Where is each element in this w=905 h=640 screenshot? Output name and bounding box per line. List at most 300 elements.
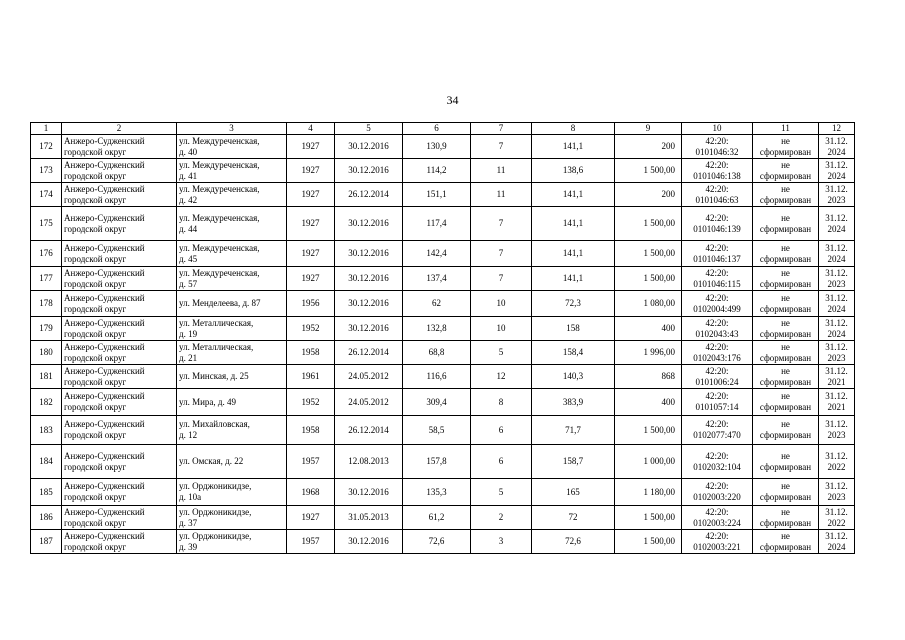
- cadastral-number-line: 42:20:: [705, 450, 729, 461]
- cadastral-number-line: 0102003:224: [693, 517, 741, 528]
- municipality-line: городской округ: [64, 461, 127, 472]
- value-9: 200: [615, 183, 682, 207]
- value-8: 158: [532, 317, 615, 341]
- address: [177, 291, 287, 317]
- value-9: 400: [615, 317, 682, 341]
- value-8: 72,3: [532, 291, 615, 317]
- end-date-line: 31.12.: [825, 135, 848, 146]
- municipality-line: городской округ: [64, 278, 127, 289]
- address-line: д. 44: [179, 223, 198, 234]
- cadastral-number-line: 0101046:32: [695, 146, 739, 157]
- value-7: 6: [471, 445, 532, 479]
- build-year: 1952: [287, 389, 335, 416]
- build-year: 1927: [287, 159, 335, 183]
- address-line: ул. Омская, д. 22: [179, 456, 244, 466]
- date: 26.12.2014: [335, 341, 403, 365]
- value-9: 1 500,00: [615, 241, 682, 267]
- status-line: сформирован: [759, 430, 812, 440]
- value-9: 1 500,00: [615, 207, 682, 241]
- date: 30.12.2016: [335, 267, 403, 291]
- build-year: 1927: [287, 506, 335, 530]
- end-date-line: 31.12.: [825, 365, 848, 376]
- status-line: не: [781, 450, 790, 461]
- value-9: 1 500,00: [615, 267, 682, 291]
- municipality-line: городской округ: [64, 194, 127, 205]
- status-line: сформирован: [759, 461, 812, 472]
- value-6: 58,5: [403, 416, 471, 445]
- cadastral-number-line: 42:20:: [705, 341, 729, 352]
- value-6: 135,3: [403, 479, 471, 506]
- row-number: 187: [31, 530, 62, 554]
- value-8: 140,3: [532, 365, 615, 389]
- cadastral-number-line: 42:20:: [705, 212, 729, 223]
- end-date-line: 31.12.: [825, 183, 848, 194]
- date: 30.12.2016: [335, 479, 403, 506]
- build-year: 1961: [287, 365, 335, 389]
- status: [753, 183, 819, 207]
- value-8: 158,4: [532, 341, 615, 365]
- address: [177, 365, 287, 389]
- end-date-line: 31.12.: [825, 292, 848, 303]
- value-9: 1 500,00: [615, 506, 682, 530]
- municipality-line: городской округ: [64, 253, 127, 264]
- value-7: 10: [471, 291, 532, 317]
- municipality: [62, 530, 177, 554]
- cadastral-number-line: 42:20:: [705, 481, 729, 491]
- status: [753, 530, 819, 554]
- cadastral-number: [682, 135, 753, 159]
- value-7: 7: [471, 135, 532, 159]
- date: 31.05.2013: [335, 506, 403, 530]
- date: 30.12.2016: [335, 530, 403, 554]
- cadastral-number: [682, 267, 753, 291]
- status: [753, 135, 819, 159]
- build-year: 1927: [287, 135, 335, 159]
- status-line: не: [781, 530, 790, 541]
- address: [177, 183, 287, 207]
- table-row: [31, 506, 855, 530]
- municipality-line: Анжеро-Судженский: [64, 242, 145, 253]
- cadastral-number-line: 0101046:137: [693, 253, 741, 264]
- table-row: [31, 445, 855, 479]
- cadastral-number: [682, 159, 753, 183]
- cadastral-number-line: 0102032:104: [693, 461, 741, 472]
- status-line: сформирован: [759, 492, 812, 502]
- address-line: д. 39: [179, 541, 198, 552]
- status-line: сформирован: [759, 328, 812, 339]
- cadastral-number-line: 42:20:: [705, 419, 729, 429]
- end-date-line: 2022: [827, 517, 846, 528]
- municipality-line: Анжеро-Судженский: [64, 341, 145, 352]
- column-number-header: 7: [471, 123, 532, 135]
- value-6: 72,6: [403, 530, 471, 554]
- row-number: 179: [31, 317, 62, 341]
- cadastral-number: [682, 389, 753, 416]
- cadastral-number: [682, 317, 753, 341]
- address-line: д. 37: [179, 517, 198, 528]
- address-line: ул. Междуреченская,: [179, 159, 260, 170]
- municipality-line: городской округ: [64, 352, 127, 363]
- status-line: не: [781, 419, 790, 429]
- status-line: не: [781, 341, 790, 352]
- address: [177, 241, 287, 267]
- cadastral-number-line: 0101046:63: [695, 194, 739, 205]
- cadastral-number-line: 42:20:: [705, 317, 729, 328]
- end-date-line: 31.12.: [825, 530, 848, 541]
- value-7: 2: [471, 506, 532, 530]
- table-row: [31, 241, 855, 267]
- row-number: 178: [31, 291, 62, 317]
- value-6: 117,4: [403, 207, 471, 241]
- address: [177, 207, 287, 241]
- value-6: 114,2: [403, 159, 471, 183]
- table-row: [31, 183, 855, 207]
- status: [753, 416, 819, 445]
- value-9: 1 500,00: [615, 416, 682, 445]
- address-line: д. 21: [179, 352, 198, 363]
- end-date-line: 31.12.: [825, 481, 848, 491]
- build-year: 1927: [287, 241, 335, 267]
- status-line: не: [781, 391, 790, 401]
- municipality-line: Анжеро-Судженский: [64, 530, 145, 541]
- column-number-header: 1: [31, 123, 62, 135]
- status: [753, 207, 819, 241]
- column-number-header: 9: [615, 123, 682, 135]
- cadastral-number-line: 0102003:221: [693, 541, 741, 552]
- end-date: [819, 445, 855, 479]
- table-row: [31, 159, 855, 183]
- cadastral-number-line: 0101006:24: [695, 376, 739, 387]
- date: 30.12.2016: [335, 159, 403, 183]
- municipality: [62, 241, 177, 267]
- status-line: не: [781, 267, 790, 278]
- cadastral-number: [682, 445, 753, 479]
- municipality-line: городской округ: [64, 328, 127, 339]
- value-8: 141,1: [532, 241, 615, 267]
- end-date-line: 31.12.: [825, 212, 848, 223]
- cadastral-number-line: 42:20:: [705, 135, 729, 146]
- build-year: 1927: [287, 207, 335, 241]
- status: [753, 479, 819, 506]
- cadastral-number-line: 0102004:499: [693, 303, 741, 314]
- address-line: д. 45: [179, 253, 198, 264]
- value-7: 3: [471, 530, 532, 554]
- status-line: сформирован: [759, 223, 812, 234]
- municipality-line: Анжеро-Судженский: [64, 317, 145, 328]
- end-date-line: 31.12.: [825, 341, 848, 352]
- status: [753, 506, 819, 530]
- build-year: 1952: [287, 317, 335, 341]
- date: 30.12.2016: [335, 135, 403, 159]
- value-6: 157,8: [403, 445, 471, 479]
- end-date: [819, 291, 855, 317]
- date: 26.12.2014: [335, 183, 403, 207]
- row-number: 177: [31, 267, 62, 291]
- column-number-header-row: [31, 123, 855, 135]
- date: 24.05.2012: [335, 389, 403, 416]
- status-line: не: [781, 317, 790, 328]
- address-line: ул. Междуреченская,: [179, 183, 260, 194]
- end-date: [819, 241, 855, 267]
- municipality-line: Анжеро-Судженский: [64, 135, 145, 146]
- end-date-line: 2023: [827, 194, 846, 205]
- municipality-line: городской округ: [64, 402, 127, 412]
- value-8: 383,9: [532, 389, 615, 416]
- cadastral-number-line: 0101046:138: [693, 170, 741, 181]
- end-date: [819, 479, 855, 506]
- address-line: ул. Междуреченская,: [179, 135, 260, 146]
- municipality-line: городской округ: [64, 492, 127, 502]
- municipality-line: Анжеро-Судженский: [64, 212, 145, 223]
- value-8: 71,7: [532, 416, 615, 445]
- table-row: [31, 389, 855, 416]
- end-date: [819, 159, 855, 183]
- value-7: 12: [471, 365, 532, 389]
- status-line: не: [781, 506, 790, 517]
- build-year: 1956: [287, 291, 335, 317]
- cadastral-number: [682, 365, 753, 389]
- cadastral-number-line: 42:20:: [705, 267, 729, 278]
- end-date: [819, 341, 855, 365]
- value-9: 1 996,00: [615, 341, 682, 365]
- status: [753, 267, 819, 291]
- cadastral-number: [682, 207, 753, 241]
- municipality: [62, 479, 177, 506]
- cadastral-number: [682, 416, 753, 445]
- value-7: 7: [471, 267, 532, 291]
- value-6: 68,8: [403, 341, 471, 365]
- column-number-header: 6: [403, 123, 471, 135]
- end-date-line: 2023: [827, 352, 846, 363]
- cadastral-number: [682, 291, 753, 317]
- address: [177, 445, 287, 479]
- date: 24.05.2012: [335, 365, 403, 389]
- value-8: 72,6: [532, 530, 615, 554]
- municipality-line: городской округ: [64, 517, 127, 528]
- address: [177, 317, 287, 341]
- table-row: [31, 365, 855, 389]
- cadastral-number-line: 42:20:: [705, 159, 729, 170]
- end-date: [819, 183, 855, 207]
- municipality-line: Анжеро-Судженский: [64, 267, 145, 278]
- build-year: 1957: [287, 445, 335, 479]
- value-9: 1 500,00: [615, 530, 682, 554]
- value-7: 10: [471, 317, 532, 341]
- status-line: не: [781, 135, 790, 146]
- address-line: ул. Междуреченская,: [179, 212, 260, 223]
- status-line: сформирован: [759, 303, 812, 314]
- municipality: [62, 267, 177, 291]
- end-date-line: 2021: [827, 376, 846, 387]
- status-line: сформирован: [759, 194, 812, 205]
- row-number: 175: [31, 207, 62, 241]
- municipality: [62, 365, 177, 389]
- end-date: [819, 530, 855, 554]
- end-date: [819, 207, 855, 241]
- end-date-line: 2023: [827, 430, 846, 440]
- date: 30.12.2016: [335, 291, 403, 317]
- table-body: [31, 135, 855, 554]
- municipality-line: городской округ: [64, 146, 127, 157]
- end-date-line: 2023: [827, 492, 846, 502]
- status-line: не: [781, 159, 790, 170]
- municipality: [62, 445, 177, 479]
- municipality-line: Анжеро-Судженский: [64, 365, 145, 376]
- column-number-header: 8: [532, 123, 615, 135]
- municipality-line: городской округ: [64, 170, 127, 181]
- value-7: 5: [471, 341, 532, 365]
- end-date-line: 31.12.: [825, 267, 848, 278]
- address-line: ул. Орджоникидзе,: [179, 506, 252, 517]
- row-number: 172: [31, 135, 62, 159]
- municipality: [62, 416, 177, 445]
- cadastral-number-line: 0101046:115: [693, 278, 741, 289]
- address-line: ул. Междуреченская,: [179, 242, 260, 253]
- address-line: д. 12: [179, 430, 198, 440]
- end-date: [819, 135, 855, 159]
- status-line: сформирован: [759, 376, 812, 387]
- status-line: не: [781, 481, 790, 491]
- table-row: [31, 479, 855, 506]
- end-date-line: 2024: [827, 328, 846, 339]
- address: [177, 530, 287, 554]
- municipality-line: городской округ: [64, 223, 127, 234]
- date: 12.08.2013: [335, 445, 403, 479]
- date: 30.12.2016: [335, 317, 403, 341]
- municipality: [62, 135, 177, 159]
- value-9: 1 180,00: [615, 479, 682, 506]
- table-row: [31, 207, 855, 241]
- address-line: ул. Металлическая,: [179, 317, 254, 328]
- row-number: 181: [31, 365, 62, 389]
- status-line: не: [781, 212, 790, 223]
- end-date: [819, 506, 855, 530]
- address: [177, 416, 287, 445]
- value-7: 7: [471, 207, 532, 241]
- end-date-line: 31.12.: [825, 419, 848, 429]
- cadastral-number-line: 42:20:: [705, 242, 729, 253]
- status-line: сформирован: [759, 352, 812, 363]
- cadastral-number-line: 42:20:: [705, 391, 729, 401]
- cadastral-number: [682, 241, 753, 267]
- row-number: 174: [31, 183, 62, 207]
- status-line: сформирован: [759, 278, 812, 289]
- row-number: 184: [31, 445, 62, 479]
- address-line: ул. Междуреченская,: [179, 267, 260, 278]
- value-9: 1 080,00: [615, 291, 682, 317]
- municipality-line: Анжеро-Судженский: [64, 292, 145, 303]
- build-year: 1958: [287, 416, 335, 445]
- registry-table: [30, 122, 855, 554]
- build-year: 1957: [287, 530, 335, 554]
- cadastral-number-line: 0101046:139: [693, 223, 741, 234]
- status-line: не: [781, 292, 790, 303]
- column-number-header: 5: [335, 123, 403, 135]
- row-number: 176: [31, 241, 62, 267]
- cadastral-number-line: 42:20:: [705, 365, 729, 376]
- municipality-line: городской округ: [64, 430, 127, 440]
- page-number: 34: [446, 93, 459, 107]
- municipality-line: городской округ: [64, 541, 127, 552]
- status-line: сформирован: [759, 253, 812, 264]
- end-date-line: 2024: [827, 303, 846, 314]
- end-date-line: 31.12.: [825, 506, 848, 517]
- address: [177, 506, 287, 530]
- value-9: 868: [615, 365, 682, 389]
- value-8: 141,1: [532, 267, 615, 291]
- address-line: ул. Орджоникидзе,: [179, 481, 252, 491]
- cadastral-number: [682, 479, 753, 506]
- address-line: д. 19: [179, 328, 198, 339]
- municipality: [62, 159, 177, 183]
- column-number-header: 10: [682, 123, 753, 135]
- municipality: [62, 389, 177, 416]
- build-year: 1958: [287, 341, 335, 365]
- status-line: сформирован: [759, 517, 812, 528]
- value-6: 151,1: [403, 183, 471, 207]
- value-6: 130,9: [403, 135, 471, 159]
- row-number: 186: [31, 506, 62, 530]
- address-line: д. 10а: [179, 492, 202, 502]
- end-date: [819, 365, 855, 389]
- cadastral-number: [682, 341, 753, 365]
- value-8: 141,1: [532, 207, 615, 241]
- end-date-line: 2022: [827, 461, 846, 472]
- address-line: д. 41: [179, 170, 198, 181]
- row-number: 180: [31, 341, 62, 365]
- build-year: 1927: [287, 267, 335, 291]
- table-row: [31, 530, 855, 554]
- value-8: 165: [532, 479, 615, 506]
- value-8: 138,6: [532, 159, 615, 183]
- column-number-header: 12: [819, 123, 855, 135]
- value-6: 137,4: [403, 267, 471, 291]
- status-line: сформирован: [759, 170, 812, 181]
- status: [753, 365, 819, 389]
- end-date: [819, 389, 855, 416]
- end-date-line: 31.12.: [825, 391, 848, 401]
- value-6: 61,2: [403, 506, 471, 530]
- value-6: 132,8: [403, 317, 471, 341]
- cadastral-number-line: 0102043:176: [693, 352, 741, 363]
- row-number: 173: [31, 159, 62, 183]
- date: 30.12.2016: [335, 207, 403, 241]
- municipality-line: Анжеро-Судженский: [64, 419, 145, 429]
- build-year: 1927: [287, 183, 335, 207]
- cadastral-number-line: 42:20:: [705, 530, 729, 541]
- cadastral-number-line: 0102077:470: [693, 430, 741, 440]
- table-row: [31, 135, 855, 159]
- end-date-line: 2024: [827, 223, 846, 234]
- status-line: не: [781, 183, 790, 194]
- build-year: 1968: [287, 479, 335, 506]
- value-9: 400: [615, 389, 682, 416]
- address: [177, 389, 287, 416]
- address-line: ул. Минская, д. 25: [179, 371, 249, 381]
- end-date-line: 2024: [827, 146, 846, 157]
- cadastral-number: [682, 530, 753, 554]
- end-date: [819, 416, 855, 445]
- end-date-line: 2024: [827, 170, 846, 181]
- table-row: [31, 267, 855, 291]
- cadastral-number: [682, 506, 753, 530]
- table-row: [31, 317, 855, 341]
- municipality-line: городской округ: [64, 376, 127, 387]
- value-9: 1 500,00: [615, 159, 682, 183]
- column-number-header: 2: [62, 123, 177, 135]
- cadastral-number-line: 0102003:220: [693, 492, 741, 502]
- value-8: 72: [532, 506, 615, 530]
